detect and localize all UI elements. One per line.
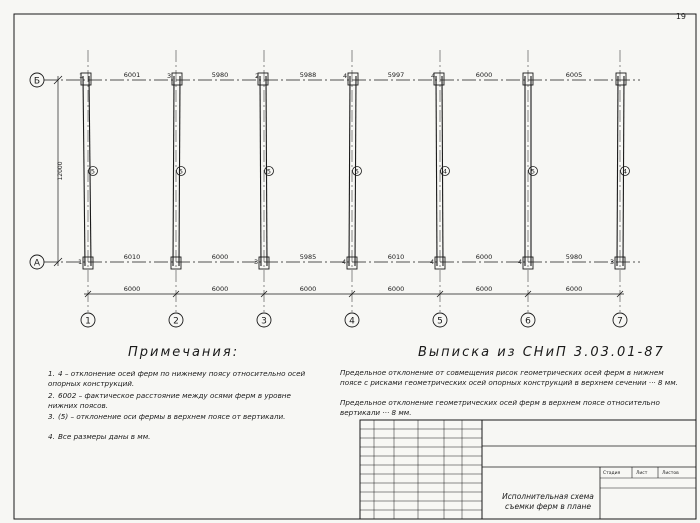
- note-2: [48, 391, 308, 410]
- bottom-deviation-mark-5: 4: [430, 258, 435, 266]
- column-label-3: 3: [261, 316, 267, 327]
- note-1-number: 1.: [48, 369, 55, 378]
- truss-2-left-edge: [173, 76, 174, 266]
- top-dimension-3: 5988: [299, 71, 317, 79]
- truss-3-left-edge: [260, 76, 261, 266]
- stamp-cell-sheets: Листов: [662, 471, 679, 476]
- sheet-number: 19: [675, 12, 686, 21]
- truss-mark-1: 5: [90, 167, 96, 176]
- bottom-deviation-mark-1: 1: [78, 258, 83, 266]
- axis-label-b: Б: [33, 76, 41, 87]
- bottom-dimension-4: 6010: [387, 253, 405, 261]
- top-deviation-mark-1: 1: [79, 72, 84, 80]
- extract-paragraph-2: Предельное отклонение геометрических осей ферм в верхнем поясе относительно вертикали ··· 8 мм.: [340, 398, 660, 417]
- nominal-dimension-6: 6000: [565, 285, 583, 293]
- bottom-deviation-mark-3: 3: [254, 258, 259, 266]
- truss-mark-4: 5: [354, 167, 360, 176]
- top-deviation-mark-3: 2: [255, 72, 260, 80]
- truss-mark-3: 5: [266, 167, 272, 176]
- note-3-number: 3.: [48, 412, 55, 421]
- top-dimension-6: 6005: [565, 71, 583, 79]
- truss-mark-5: 4: [442, 167, 448, 176]
- note-3-text: (5) – отклонение оси фермы в верхнем поясе от вертикали.: [58, 412, 286, 421]
- nominal-dimension-3: 6000: [299, 285, 317, 293]
- extract-paragraph-1: Предельное отклонение от совмещения рисок геометрических осей ферм в нижнем поясе с рисками геометрических осей опорных конструкций в верхнем сечении ··· 8 мм.: [340, 368, 678, 387]
- stamp-cell-sheet: Лист: [636, 471, 648, 476]
- note-3: [48, 412, 308, 422]
- note-4-number: 4.: [48, 432, 55, 441]
- bottom-dimension-3: 5985: [299, 253, 317, 261]
- sheet-frame: [14, 14, 696, 519]
- truss-1-left-edge: [83, 76, 85, 266]
- truss-5-left-edge: [436, 76, 437, 266]
- extract-title: Выписка из СНиП 3.03.01-87: [418, 345, 665, 360]
- axis-label-a: А: [33, 258, 41, 269]
- stamp-cell-stage: Стадия: [603, 471, 621, 476]
- bottom-dimension-2: 6000: [211, 253, 229, 261]
- top-dimension-5: 6000: [475, 71, 493, 79]
- top-deviation-mark-2: 3: [167, 72, 172, 80]
- note-2-text: 6002 – фактическое расстояние между осями ферм в уровне нижних поясов.: [48, 391, 291, 410]
- note-4: [48, 432, 308, 442]
- top-dimension-2: 5980: [211, 71, 229, 79]
- column-label-4: 4: [349, 316, 355, 327]
- nominal-dimension-5: 6000: [475, 285, 493, 293]
- bottom-dimension-5: 6000: [475, 253, 493, 261]
- top-dimension-4: 5997: [387, 71, 405, 79]
- note-4-text: Все размеры даны в мм.: [58, 432, 151, 441]
- bottom-dimension-1: 6010: [123, 253, 141, 261]
- truss-mark-2: 5: [178, 167, 184, 176]
- note-1-text: 4 – отклонение осей ферм по нижнему поясу относительно осей опорных конструкций.: [48, 369, 306, 388]
- nominal-dimension-1: 6000: [123, 285, 141, 293]
- vertical-dimension-label: 12000: [57, 161, 64, 181]
- truss-mark-6: 5: [530, 167, 536, 176]
- column-label-2: 2: [173, 316, 179, 327]
- truss-4-left-edge: [349, 76, 350, 266]
- stamp-title: Исполнительная схема съемки ферм в плане: [502, 492, 594, 511]
- note-1: [48, 369, 308, 388]
- top-deviation-mark-4: 4: [343, 72, 348, 80]
- column-label-7: 7: [617, 316, 623, 327]
- bottom-dimension-6: 5980: [565, 253, 583, 261]
- column-label-6: 6: [525, 316, 531, 327]
- truss-7-left-edge: [617, 76, 618, 266]
- bottom-deviation-mark-6: 4: [518, 258, 523, 266]
- top-dimension-1: 6001: [123, 71, 141, 79]
- nominal-dimension-4: 6000: [387, 285, 405, 293]
- column-label-1: 1: [85, 316, 91, 327]
- truss-mark-7: 4: [622, 167, 628, 176]
- nominal-dimension-2: 6000: [211, 285, 229, 293]
- bottom-deviation-mark-7: 3: [610, 258, 615, 266]
- bottom-deviation-mark-4: 4: [342, 258, 347, 266]
- notes-title: Примечания:: [128, 345, 240, 360]
- note-2-number: 2.: [48, 391, 55, 400]
- column-label-5: 5: [437, 316, 443, 327]
- top-deviation-mark-5: 4: [431, 72, 436, 80]
